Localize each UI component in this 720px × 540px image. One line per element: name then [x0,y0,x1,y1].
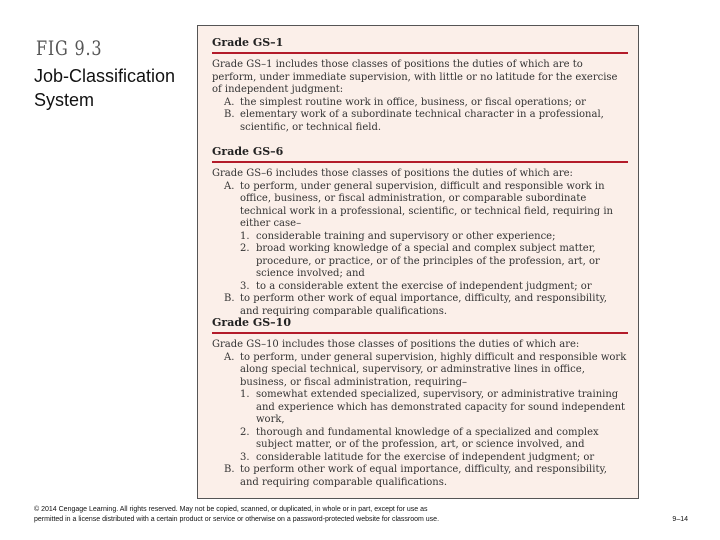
item-text: to perform other work of equal importance, difficulty, and responsibility, and requiring comparable qualifications. [240,293,607,317]
section-gs-1 [212,37,628,134]
item-marker: A. [224,180,235,192]
sub-list-item [212,427,628,452]
list-item [212,97,628,110]
section-intro: Grade GS–6 includes those classes of positions the duties of which are: [212,168,573,179]
item-text: elementary work of a subordinate technical character in a professional, scientific, or technical field. [240,109,604,133]
sub-item-marker: 1. [240,389,250,400]
item-marker: B. [224,293,235,304]
list-item [212,293,628,318]
sub-list-item [212,452,628,465]
item-marker: B. [224,464,235,475]
page-number: 9–14 [672,516,688,523]
sub-item-marker: 1. [240,230,250,242]
sub-item-text: to a considerable extent the exercise of independent judgment; or [256,280,592,292]
sub-list-item [212,231,628,244]
sub-item-marker: 3. [240,451,250,463]
sub-item-text: broad working knowledge of a special and complex subject matter, procedure, or practice, or of the principles of the profession, art, or science involved; and [256,243,600,279]
title-line-2: System [34,90,95,110]
footer-line-1: © 2014 Cengage Learning. All rights reserved. May not be copied, scanned, or duplicated, in whole or in part, except for use as [34,506,428,513]
sub-list-item [212,281,628,294]
sub-item-text: thorough and fundamental knowledge of a specialized and complex subject matter, or of the profession, art, or science involved, and [256,426,599,450]
item-marker: A. [224,351,235,363]
item-text: to perform, under general supervision, highly difficult and responsible work along special technical, supervisory, or adminstrative lines in office, business, or fiscal administration, requiring– [240,351,627,388]
section-heading: Grade GS–1 [212,36,284,49]
sub-item-text: considerable latitude for the exercise of independent judgment; or [256,451,595,463]
section-gs-6 [212,146,628,318]
section-heading: Grade GS–10 [212,316,291,329]
sub-item-text: considerable training and supervisory or other experience; [256,230,556,242]
copyright-footer [34,505,634,525]
sub-list-item [212,389,628,427]
item-text: to perform other work of equal importance, difficulty, and responsibility, and requiring comparable qualifications. [240,464,607,488]
list-item [212,352,628,390]
sub-list-item [212,243,628,281]
sub-item-marker: 3. [240,280,250,292]
section-intro: Grade GS–10 includes those classes of positions the duties of which are: [212,339,580,350]
list-item [212,109,628,134]
classification-panel [197,25,639,499]
item-text: the simplest routine work in office, business, or fiscal operations; or [240,96,586,108]
section-divider [212,52,628,54]
section-heading: Grade GS–6 [212,145,284,158]
footer-line-2: permitted in a license distributed with a certain product or service or otherwise on a password-protected website for classroom use. [34,516,440,523]
title-line-1: Job-Classification [34,66,176,86]
list-item [212,464,628,489]
item-marker: A. [224,96,235,108]
section-gs-10 [212,317,628,489]
section-divider [212,332,628,334]
figure-label: FIG 9.3 [36,36,103,60]
item-text: to perform, under general supervision, difficult and responsible work in office, business, or fiscal administration, or comparable subordinate technical work in a professional, scientific, or technical field, requiring in either case– [240,180,613,229]
list-item [212,181,628,231]
section-divider [212,161,628,163]
sub-item-marker: 2. [240,243,250,254]
sub-item-text: somewhat extended specialized, supervisory, or administrative training and experience which has demonstrated capacity for sound independent work, [256,389,626,425]
item-marker: B. [224,109,235,120]
page-title [34,64,194,112]
sub-item-marker: 2. [240,426,250,438]
section-intro: Grade GS–1 includes those classes of positions the duties of which are to perform, under immediate supervision, with little or no latitude for the exercise of independent judgment: [212,59,618,95]
